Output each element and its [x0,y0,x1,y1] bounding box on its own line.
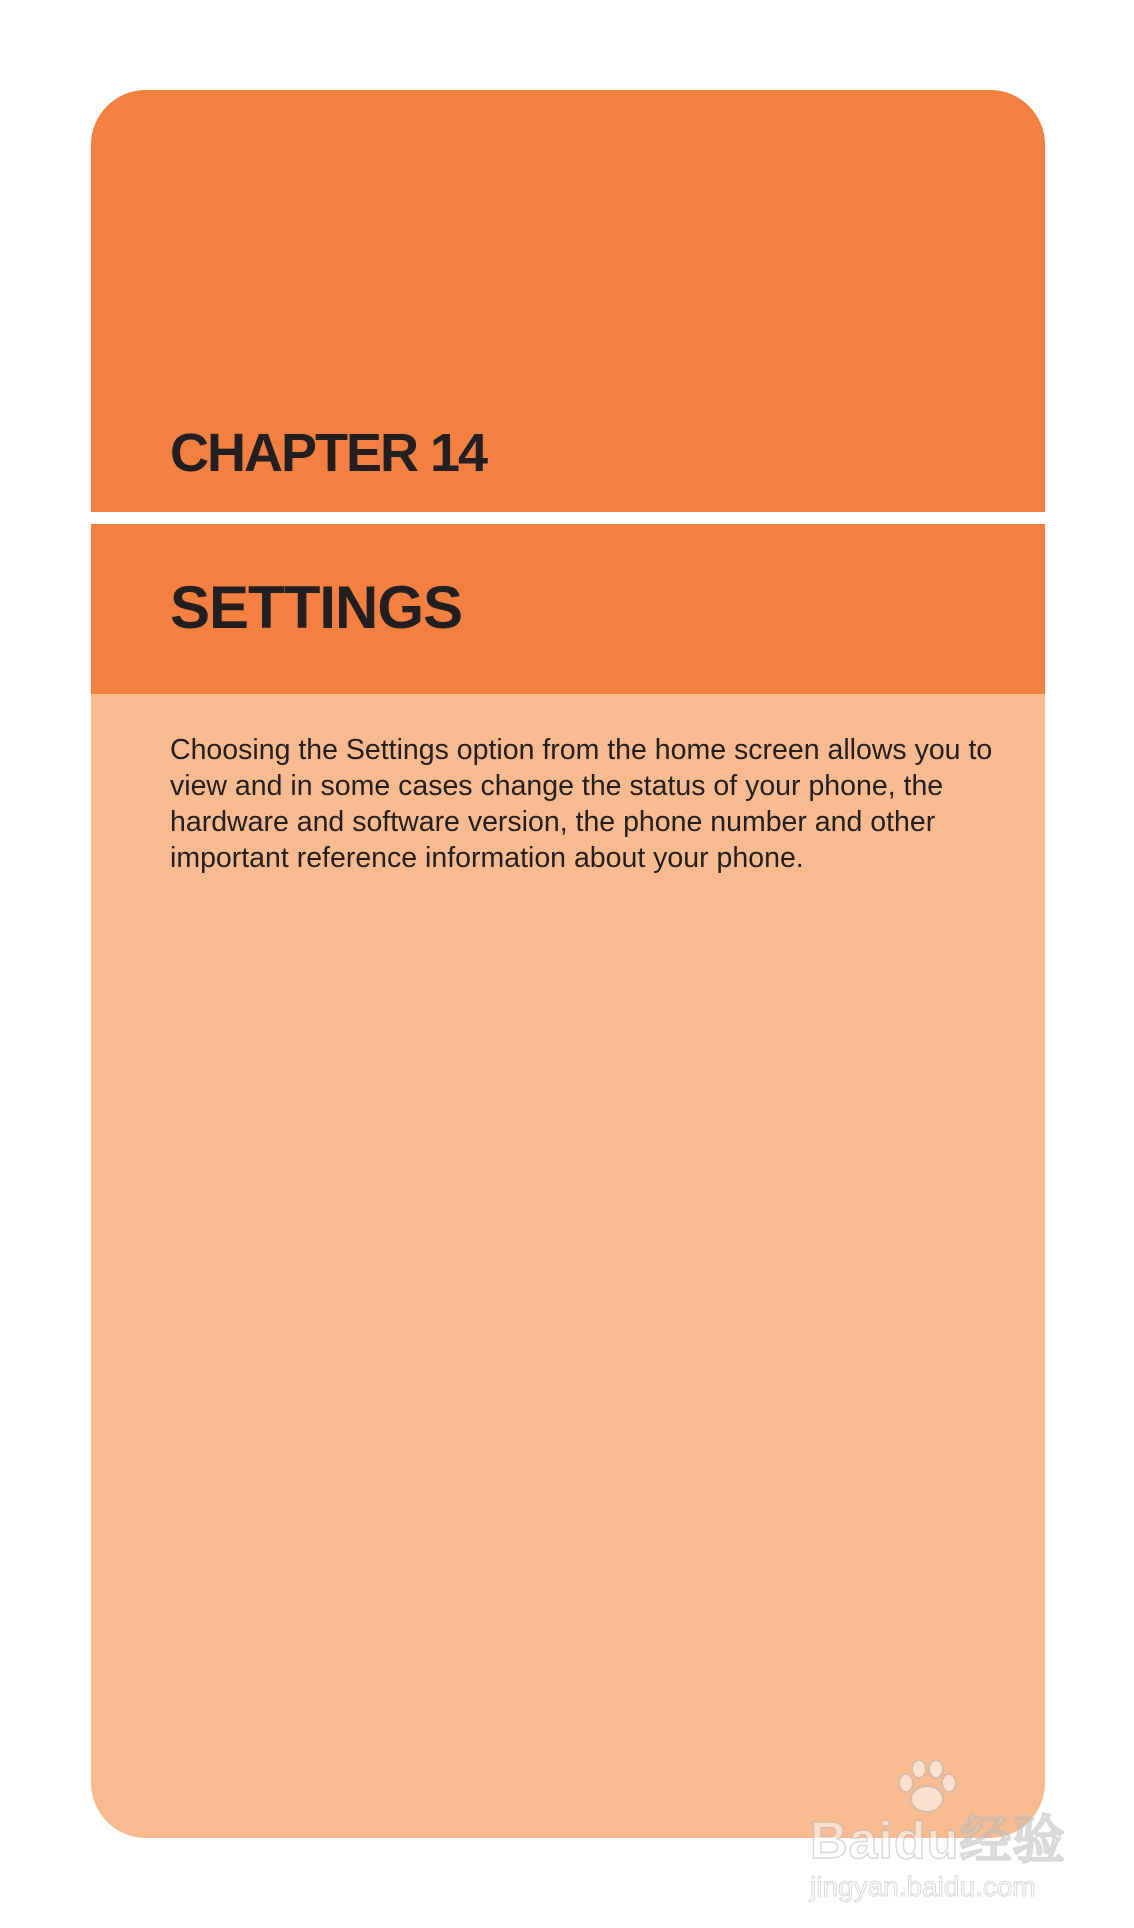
page-title: SETTINGS [170,574,463,641]
intro-paragraph: Choosing the Settings option from the home screen allows you to view and in some cases change the status of your phone, the hardware and software version, the phone number and other important reference information about your phone. [170,734,993,874]
chapter-label: CHAPTER 14 [170,423,487,483]
header-divider [91,512,1045,524]
chapter-card [91,90,1045,1838]
paw-icon [892,1757,962,1817]
chapter-header [91,90,1045,512]
watermark-brand: Baidu经验 [810,1812,1066,1870]
baidu-watermark [800,1755,1070,1905]
watermark-url: jingyan.baidu.com [810,1871,1036,1902]
